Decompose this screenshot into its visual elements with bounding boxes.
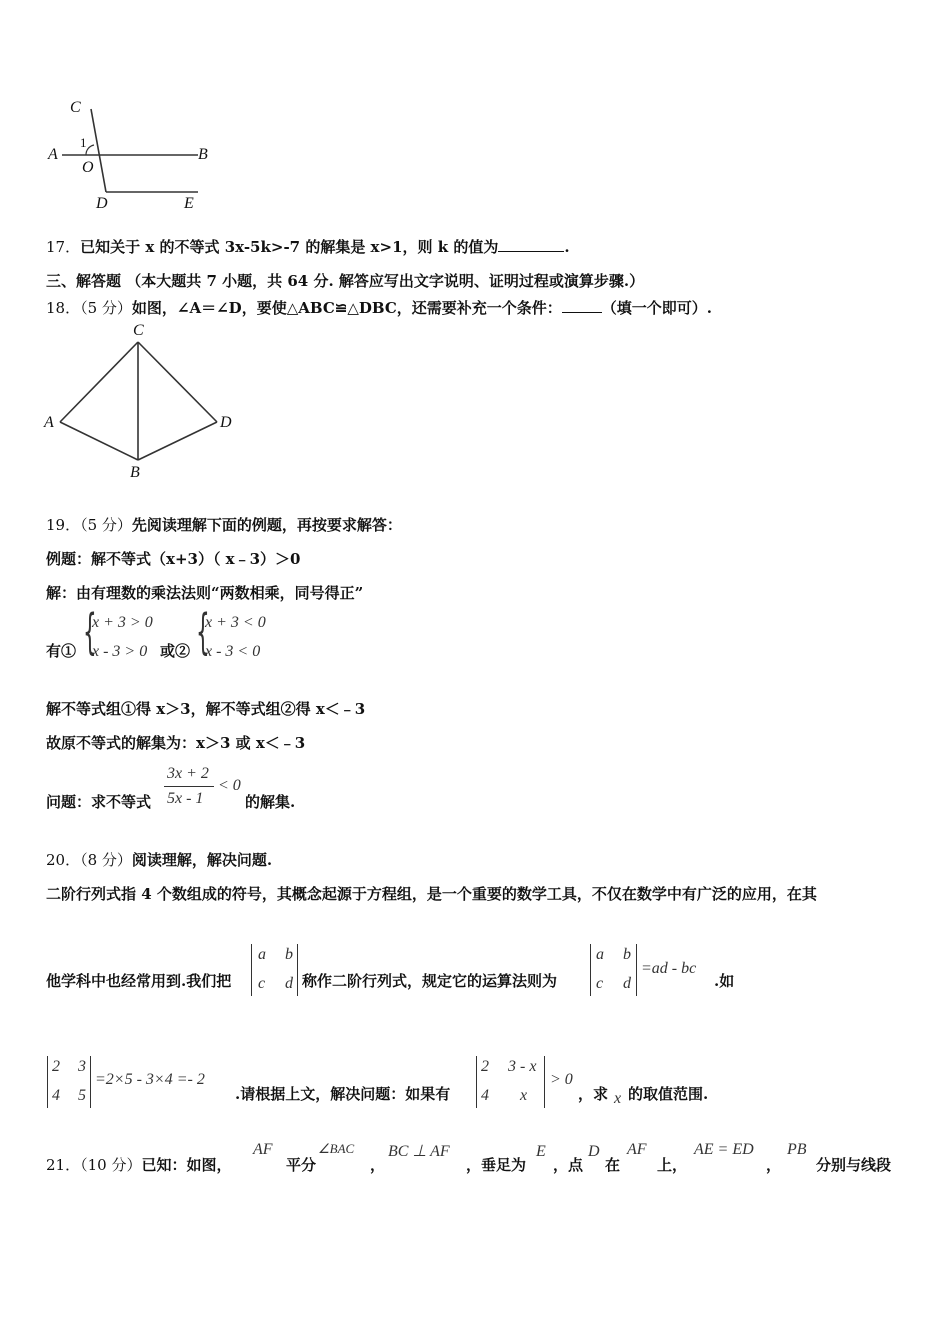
q19-problem-prefix: 问题：求不等式 [46,793,152,811]
question-18-text-b: （填一个即可）. [601,299,713,317]
q20-para3-c: 的取值范围. [628,1085,709,1103]
rule-det-b: b [623,946,631,963]
question-18-text-a: 如图，∠A＝∠D，要使△ABC≌△DBC，还需要补充一个条件： [131,299,562,317]
q19-result-2: 故原不等式的解集为：x＞3 或 x＜﹣3 [46,734,306,752]
question-det-m22: x [520,1087,528,1104]
question-18 [46,297,712,318]
less-than-zero: < 0 [218,777,241,794]
q21-af-1: AF [253,1141,273,1158]
question-20-score: （8 分） [80,851,132,869]
rule-formula: =ad - bc [641,960,697,977]
example-det-left-bar [47,1056,48,1108]
system-2-line-1: x + 3 < 0 [205,614,266,631]
question-det-m11: 2 [481,1058,489,1075]
q21-point-e: E [536,1143,546,1160]
figure-angle-lines [40,95,230,220]
label-c: C [70,99,81,116]
angle-1-arc [86,145,94,155]
segment-db [138,422,217,460]
q21-angle-bac: ∠BAC [318,1141,355,1156]
question-det-m12: 3 - x [508,1058,537,1075]
question-17-end: . [564,238,570,256]
question-21-number: 21． [46,1156,81,1174]
rule-det-a: a [596,946,604,963]
question-18-score: （5 分） [80,299,132,317]
question-17 [46,236,570,257]
question-20-number: 20． [46,851,81,869]
q20-para2-a: 他学科中也经常用到.我们把 [46,972,232,990]
q21-text-4: ，垂足为 [466,1156,527,1174]
figure-triangles-svg [40,320,250,490]
q21-text-1: 已知：如图， [141,1156,232,1174]
label-d: D [220,414,232,431]
q19-or-2: 或② [160,642,191,660]
answer-blank-18[interactable] [562,312,602,313]
q20-para3-b: ，求 [578,1085,609,1103]
segment-ab [60,422,138,460]
rule-det-d: d [623,975,631,992]
question-21-start [46,1154,231,1175]
q21-text-9: 分别与线段 [816,1156,892,1174]
q21-ae-eq-ed: AE = ED [694,1141,754,1158]
q20-para3-a: .请根据上文，解决问题：如果有 [235,1085,451,1103]
question-17-number: 17． [46,238,81,256]
q21-text-5: ，点 [553,1156,584,1174]
det-b: b [285,946,293,963]
det-c: c [258,975,266,992]
brace-system-2: { [196,604,210,660]
det-a: a [258,946,266,963]
question-18-number: 18． [46,299,81,317]
section-3-header [46,270,644,291]
q21-point-d: D [588,1143,600,1160]
fraction-numerator: 3x + 2 [167,765,209,782]
label-o: O [82,159,94,176]
q19-example: 例题：解不等式（x+3）（ x﹣3）＞0 [46,550,301,568]
rule-det-c: c [596,975,604,992]
question-19-number: 19． [46,516,81,534]
question-21-score: （10 分） [80,1156,142,1174]
segment-cd [138,342,217,422]
question-det-left-bar [476,1056,477,1108]
example-det-m21: 4 [52,1087,60,1104]
rule-det-left-bar [590,944,591,996]
label-c: C [133,322,144,339]
q19-problem-suffix: 的解集. [245,793,296,811]
question-19-intro-text: 先阅读理解下面的例题，再按要求解答： [131,516,402,534]
q19-result-1: 解不等式组①得 x＞3，解不等式组②得 x＜﹣3 [46,700,366,718]
system-2-line-2: x - 3 < 0 [205,643,261,660]
example-result: =2×5 - 3×4 =- 2 [95,1071,205,1088]
question-20-intro-text: 阅读理解，解决问题. [131,851,273,869]
variable-x: x [614,1090,622,1107]
example-det-right-bar [90,1056,91,1108]
det-left-bar [251,944,252,996]
brace-system-1: { [83,604,97,660]
det-right-bar [297,944,298,996]
figure-triangles [40,320,250,490]
q21-af-2: AF [627,1141,647,1158]
system-1-line-1: x + 3 > 0 [92,614,153,631]
q21-text-3: ， [370,1156,386,1174]
question-17-text: 已知关于 x 的不等式 3x-5k>-7 的解集是 x>1，则 k 的值为 [80,238,499,256]
label-b: B [198,146,208,163]
label-d: D [96,195,108,212]
q21-perpendicular: BC ⊥ AF [388,1143,450,1160]
question-greater-zero: > 0 [550,1071,573,1088]
line-cd [91,109,106,192]
q21-text-8: ， [766,1156,782,1174]
example-det-m22: 5 [78,1087,86,1104]
q20-paragraph-1: 二阶行列式指 4 个数组成的符号，其概念起源于方程组，是一个重要的数学工具，不仅在数学中有广泛的应用，在其 [46,885,817,903]
q19-has-1: 有① [46,642,77,660]
label-e: E [184,195,194,212]
example-det-m12: 3 [78,1058,86,1075]
fraction-denominator: 5x - 1 [167,790,204,807]
label-a: A [44,414,54,431]
label-b: B [130,464,140,481]
section-3-title: 三、解答题 [46,272,122,290]
q21-text-7: 上， [657,1156,688,1174]
rule-det-right-bar [636,944,637,996]
label-1: 1 [80,135,87,150]
q20-para2-b: 称作二阶行列式，规定它的运算法则为 [302,972,558,990]
label-a: A [48,146,58,163]
segment-ca [60,342,138,422]
det-d: d [285,975,293,992]
q21-text-6: 在 [605,1156,621,1174]
section-3-note: （本大题共 7 小题，共 64 分. 解答应写出文字说明、证明过程或演算步骤.） [126,272,645,290]
question-19-intro [46,514,402,535]
answer-blank-17[interactable] [498,251,564,252]
fraction-bar [164,786,214,787]
system-1-line-2: x - 3 > 0 [92,643,148,660]
q21-text-2: 平分 [286,1156,317,1174]
q21-pb: PB [787,1141,807,1158]
question-det-m21: 4 [481,1087,489,1104]
q20-para2-c: .如 [714,972,735,990]
example-det-m11: 2 [52,1058,60,1075]
question-19-score: （5 分） [80,516,132,534]
q19-solution: 解：由有理数的乘法法则“两数相乘，同号得正” [46,584,364,602]
question-det-right-bar [544,1056,545,1108]
question-20-intro [46,849,272,870]
